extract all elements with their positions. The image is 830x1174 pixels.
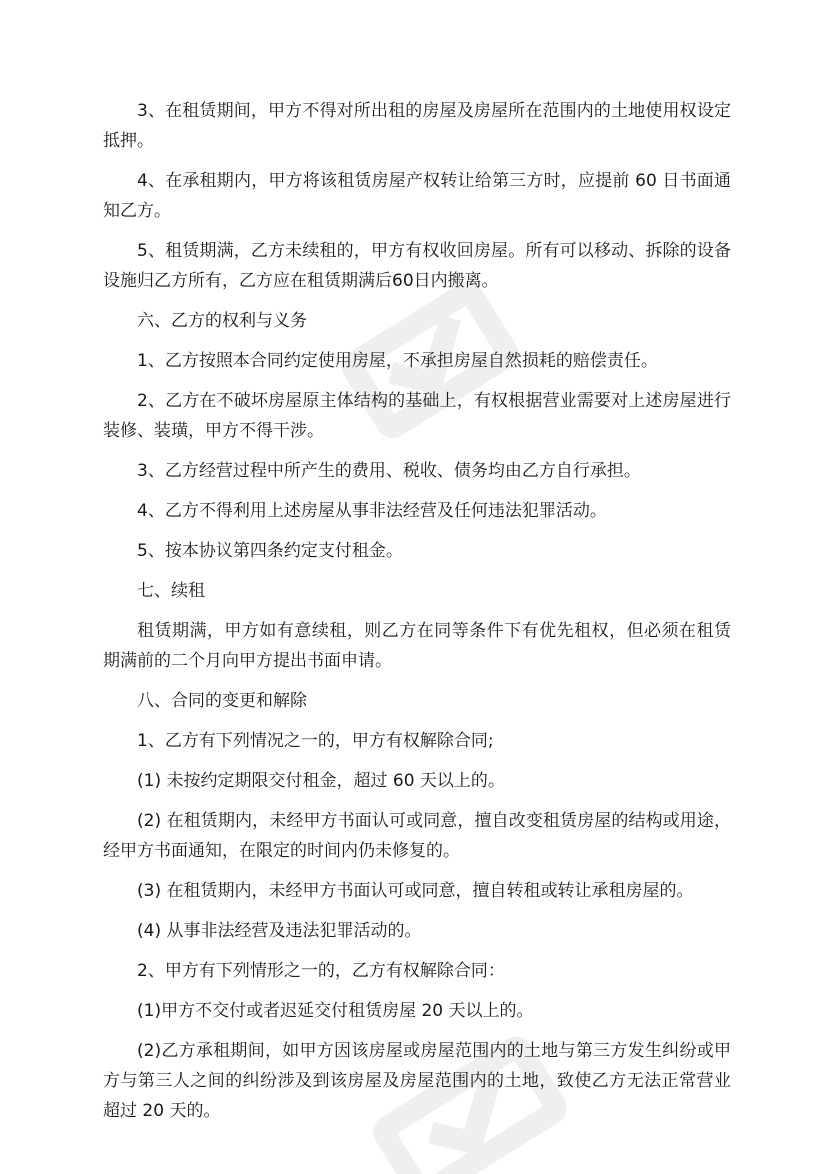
clause-paragraph: 2、甲方有下列情形之一的，乙方有权解除合同： [137,961,505,981]
clause-paragraph: 租赁期满，甲方如有意续租，则乙方在同等条件下有优先租权，但必须在租赁期满前的二个月向甲方提出书面申请。 [103,621,731,671]
clause-paragraph: 5、按本协议第四条约定支付租金。 [137,541,403,561]
clause-paragraph: 1、乙方有下列情况之一的，甲方有权解除合同; [137,731,494,751]
clause-paragraph: (1)甲方不交付或者迟延交付租赁房屋 20 天以上的。 [137,1001,534,1021]
clause-paragraph: (1) 未按约定期限交付租金，超过 60 天以上的。 [137,771,505,791]
clause-paragraph: 1、乙方按照本合同约定使用房屋，不承担房屋自然损耗的赔偿责任。 [137,351,658,371]
clause-paragraph: (2) 在租赁期内，未经甲方书面认可或同意，擅自改变租赁房屋的结构或用途，经甲方书面通知，在限定的时间内仍未修复的。 [103,811,731,861]
section-heading: 六、乙方的权利与义务 [137,311,307,331]
clause-paragraph: (4) 从事非法经营及违法犯罪活动的。 [137,921,422,941]
document-body [103,96,731,1136]
clause-paragraph: 5、租赁期满，乙方未续租的，甲方有权收回房屋。所有可以移动、拆除的设备设施归乙方所有，乙方应在租赁期满后60日内搬离。 [103,241,731,291]
section-heading: 七、续租 [137,581,205,601]
clause-paragraph: (2)乙方承租期间，如甲方因该房屋或房屋范围内的土地与第三方发生纠纷或甲方与第三人之间的纠纷涉及到该房屋及房屋范围内的土地，致使乙方无法正常营业超过 20 天的。 [103,1041,731,1121]
clause-paragraph: 3、乙方经营过程中所产生的费用、税收、债务均由乙方自行承担。 [137,461,641,481]
clause-paragraph: 2、乙方在不破坏房屋原主体结构的基础上，有权根据营业需要对上述房屋进行装修、装璜，甲方不得干涉。 [103,391,731,441]
clause-paragraph: 4、在承租期内，甲方将该租赁房屋产权转让给第三方时，应提前 60 日书面通知乙方。 [103,171,731,221]
section-heading: 八、合同的变更和解除 [137,691,307,711]
clause-paragraph: 4、乙方不得利用上述房屋从事非法经营及任何违法犯罪活动。 [137,501,607,521]
clause-paragraph: 3、在租赁期间，甲方不得对所出租的房屋及房屋所在范围内的土地使用权设定抵押。 [103,101,731,151]
clause-paragraph: (3) 在租赁期内，未经甲方书面认可或同意，擅自转租或转让承租房屋的。 [137,881,694,901]
